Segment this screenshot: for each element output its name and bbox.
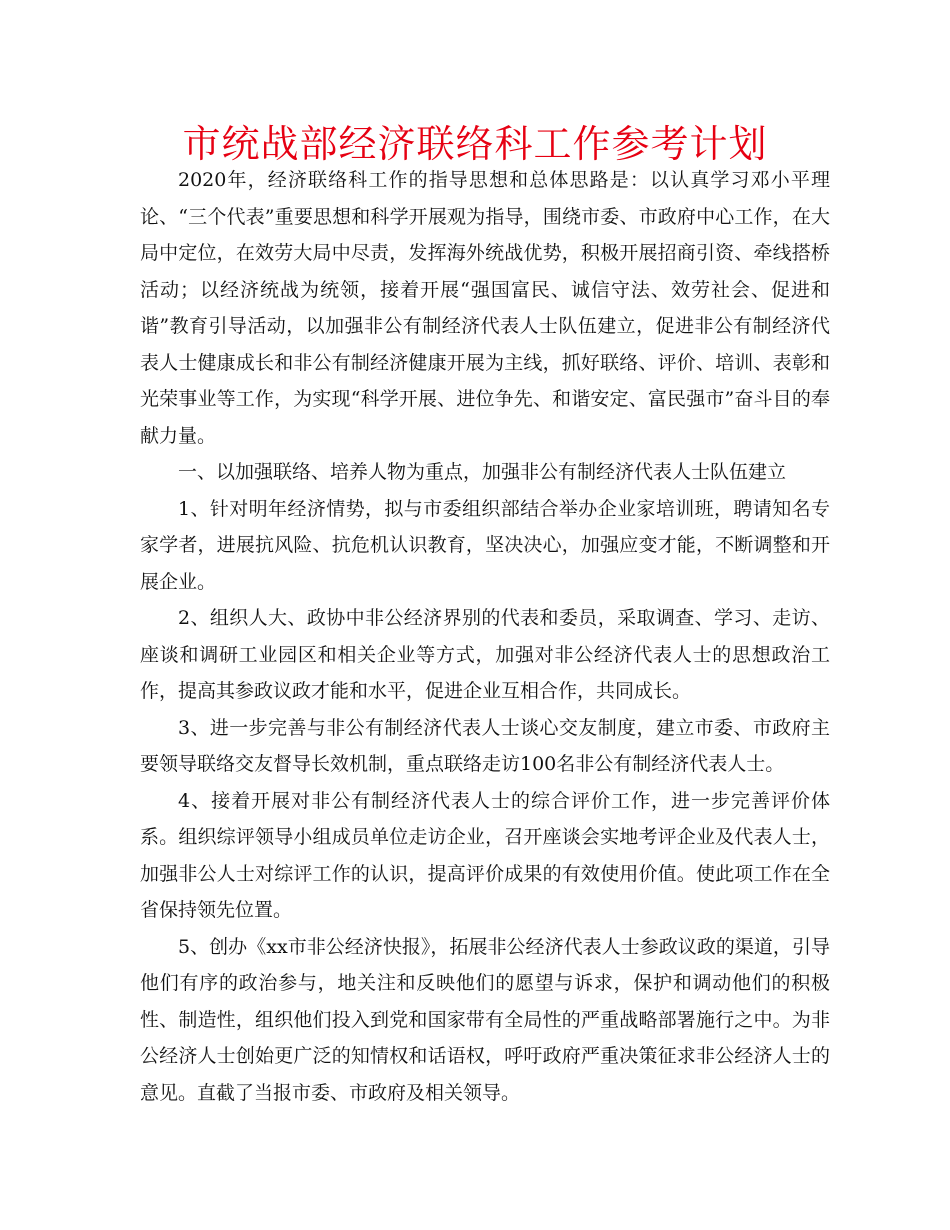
paragraph-intro: 2020年，经济联络科工作的指导思想和总体思路是：以认真学习邓小平理论、“三个代表”重要思想和科学开展观为指导，围绕市委、市政府中心工作，在大局中定位，在效劳大局中尽责，发挥海外统战优势，积极开展招商引资、牵线搭桥活动；以经济统战为统领，接着开展“强国富民、诚信守法、效劳社会、促进和谐”教育引导活动，以加强非公有制经济代表人士队伍建立，促进非公有制经济代表人士健康成长和非公有制经济健康开展为主线，抓好联络、评价、培训、表彰和光荣事业等工作，为实现“科学开展、进位争先、和谐安定、富民强市”奋斗目的奉献力量。 xyxy=(140,169,830,447)
paragraph-item-3: 3、进一步完善与非公有制经济代表人士谈心交友制度，建立市委、市政府主要领导联络交友督导长效机制，重点联络走访100名非公有制经济代表人士。 xyxy=(140,716,830,775)
document-title: 市统战部经济联络科工作参考计划 xyxy=(182,122,768,166)
paragraph-item-5: 5、创办《xx市非公经济快报》，拓展非公经济代表人士参政议政的渠道，引导他们有序的政治参与，地关注和反映他们的愿望与诉求，保护和调动他们的积极性、制造性，组织他们投入到党和国家带有全局性的严重战略部署施行之中。为非公经济人士创始更广泛的知情权和话语权，呼吁政府严重决策征求非公经济人士的意见。直截了当报市委、市政府及相关领导。 xyxy=(140,935,830,1104)
paragraph-item-4: 4、接着开展对非公有制经济代表人士的综合评价工作，进一步完善评价体系。组织综评领导小组成员单位走访企业，召开座谈会实地考评企业及代表人士，加强非公人士对综评工作的认识，提高评价成果的有效使用价值。使此项工作在全省保持领先位置。 xyxy=(140,789,830,921)
document-body xyxy=(140,162,830,1111)
section-heading-1: 一、以加强联络、培养人物为重点，加强非公有制经济代表人士队伍建立 xyxy=(178,461,787,483)
paragraph-item-2: 2、组织人大、政协中非公经济界别的代表和委员，采取调查、学习、走访、座谈和调研工业园区和相关企业等方式，加强对非公经济代表人士的思想政治工作，提高其参政议政才能和水平，促进企业互相合作，共同成长。 xyxy=(140,607,830,702)
paragraph-item-1: 1、针对明年经济情势，拟与市委组织部结合举办企业家培训班，聘请知名专家学者，进展抗风险、抗危机认识教育，坚决决心，加强应变才能，不断调整和开展企业。 xyxy=(140,497,830,593)
